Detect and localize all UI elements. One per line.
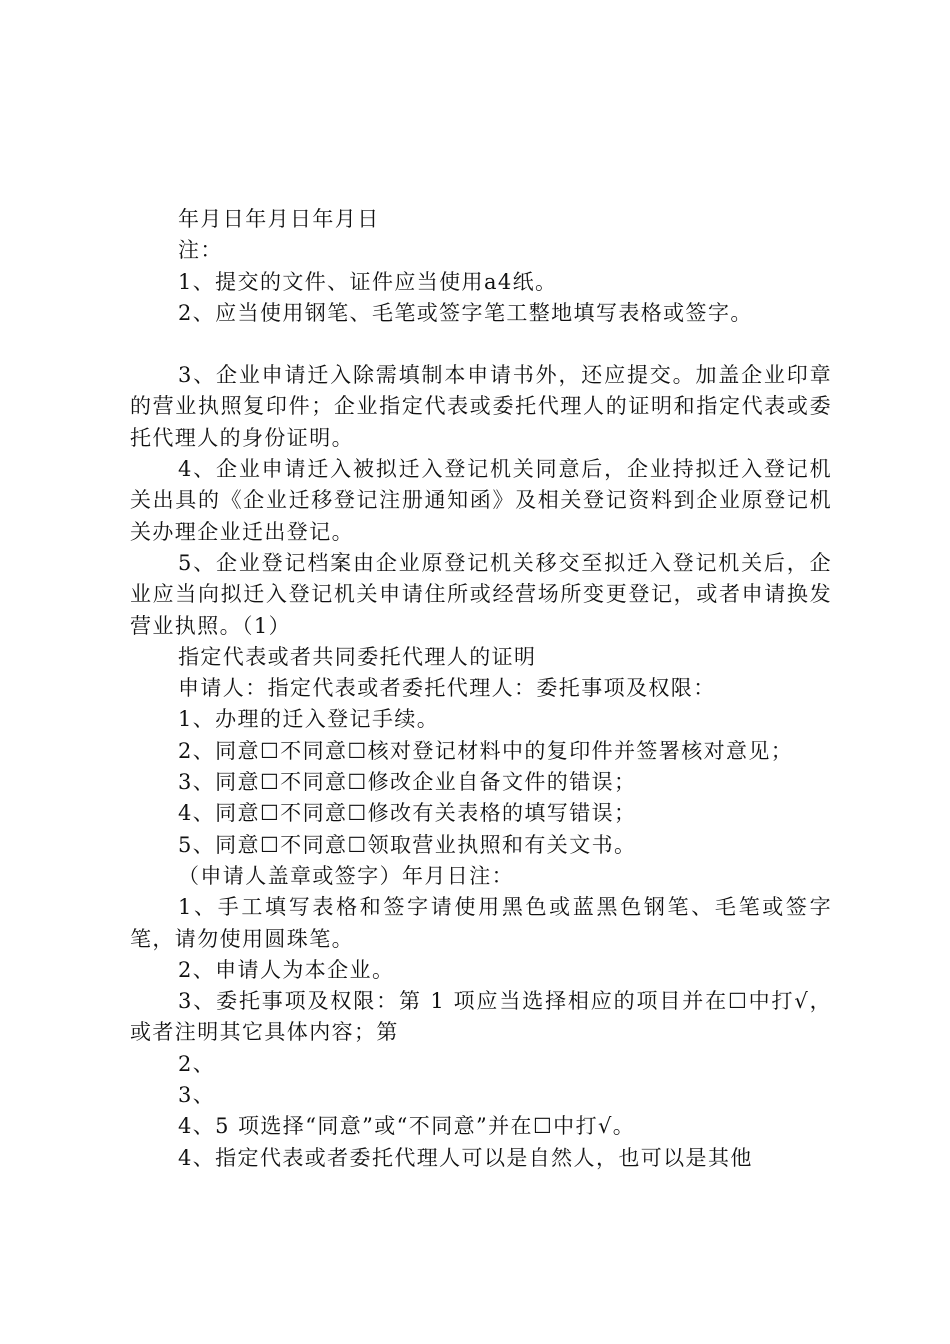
authority-item-3: 3、同意☐不同意☐修改企业自备文件的错误； bbox=[178, 770, 637, 795]
instruction-item-4: 4、指定代表或者委托代理人可以是自然人，也可以是其他 bbox=[178, 1145, 753, 1170]
authority-item-1: 1、办理的迁入登记手续。 bbox=[178, 707, 440, 732]
paragraph-gap bbox=[130, 329, 832, 360]
note-item-3: 3、企业申请迁入除需填制本申请书外，还应提交。加盖企业印章的营业执照复印件；企业指定代表或委托代理人的证明和指定代表或委托代理人的身份证明。 bbox=[130, 363, 832, 450]
date-line: 年月日年月日年月日 bbox=[178, 207, 380, 231]
authority-item-4: 4、同意☐不同意☐修改有关表格的填写错误； bbox=[178, 801, 637, 826]
note-item-4: 4、企业申请迁入被拟迁入登记机关同意后，企业持拟迁入登记机关出具的《企业迁移登记注册通知函》及相关登记资料到企业原登记机关办理企业迁出登记。 bbox=[130, 457, 832, 544]
instruction-fragment-3: 3、 bbox=[178, 1083, 216, 1108]
note-item-5: 5、企业登记档案由企业原登记机关移交至拟迁入登记机关后，企业应当向拟迁入登记机关申请住所或经营场所变更登记，或者申请换发营业执照。（1） bbox=[130, 550, 832, 638]
instruction-fragment-2: 2、 bbox=[178, 1051, 216, 1076]
signature-line: （申请人盖章或签字）年月日注： bbox=[178, 863, 514, 888]
section-title: 指定代表或者共同委托代理人的证明 bbox=[178, 644, 537, 669]
applicant-line: 申请人：指定代表或者委托代理人：委托事项及权限： bbox=[178, 676, 716, 701]
instruction-fragment-4: 4、5 项选择“同意”或“不同意”并在☐中打√。 bbox=[178, 1114, 636, 1139]
instruction-item-3: 3、委托事项及权限：第 1 项应当选择相应的项目并在☐中打√，或者注明其它具体内容；第 bbox=[130, 989, 832, 1045]
note-item-1: 1、提交的文件、证件应当使用a4纸。 bbox=[178, 269, 558, 294]
authority-item-2: 2、同意☐不同意☐核对登记材料中的复印件并签署核对意见； bbox=[178, 738, 794, 763]
instruction-item-1: 1、手工填写表格和签字请使用黑色或蓝黑色钢笔、毛笔或签字笔，请勿使用圆珠笔。 bbox=[130, 895, 832, 951]
note-heading: 注： bbox=[178, 238, 223, 263]
instruction-item-2: 2、申请人为本企业。 bbox=[178, 957, 395, 982]
note-item-2: 2、应当使用钢笔、毛笔或签字笔工整地填写表格或签字。 bbox=[178, 300, 753, 325]
authority-item-5: 5、同意☐不同意☐领取营业执照和有关文书。 bbox=[178, 832, 637, 857]
document-body bbox=[130, 204, 832, 1174]
